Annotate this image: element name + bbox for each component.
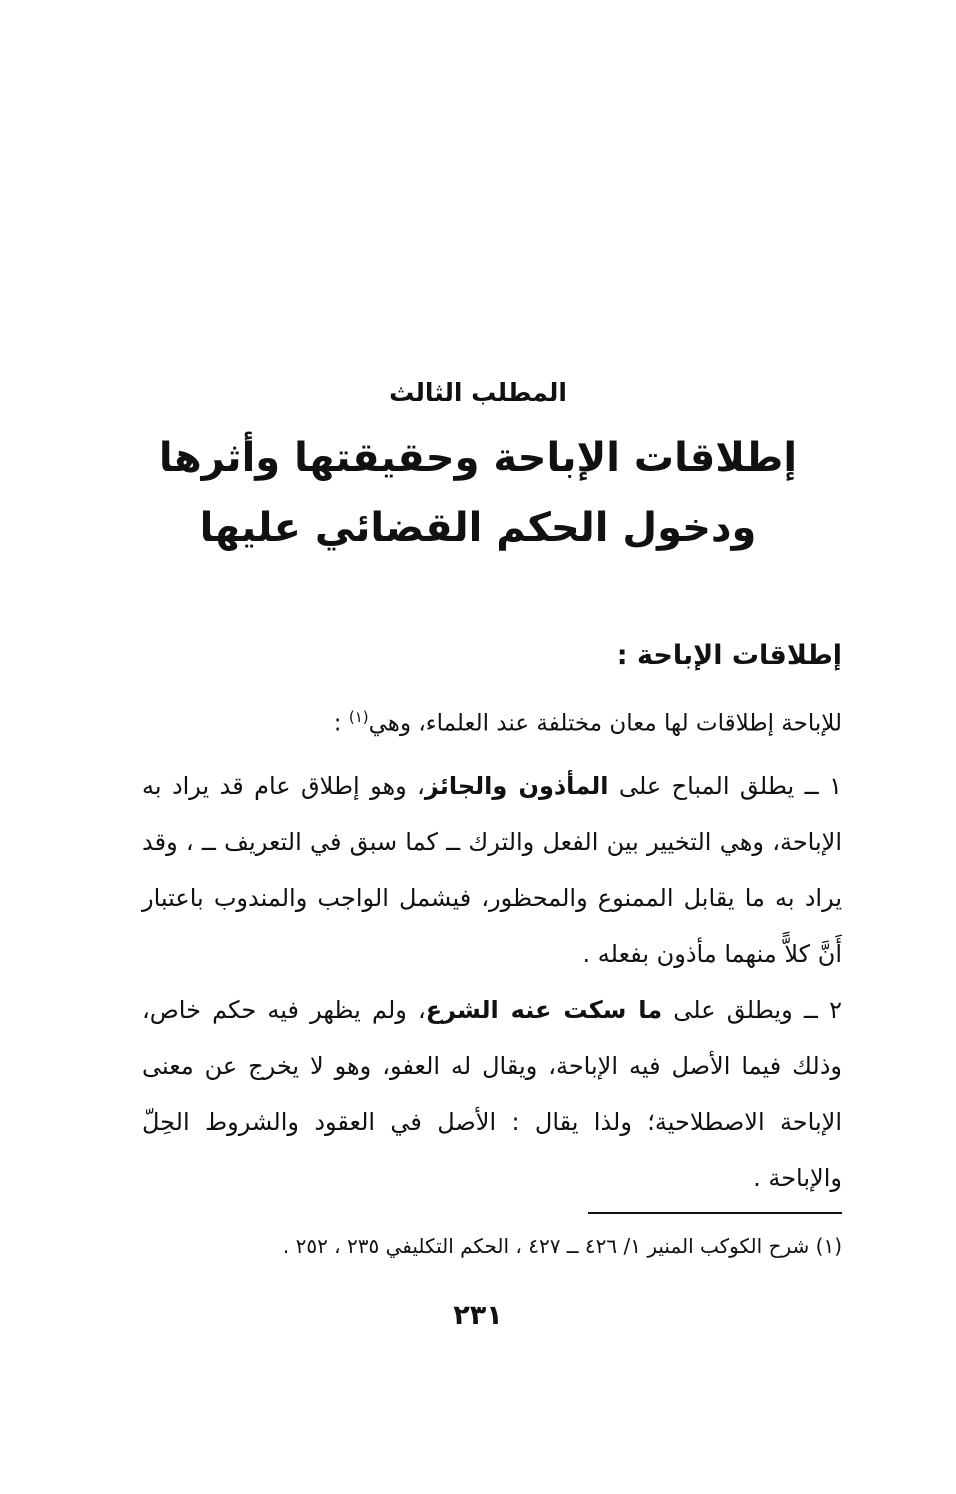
intro-end: :: [333, 710, 349, 737]
paragraph-1: [142, 758, 842, 982]
footnote: [142, 1228, 842, 1264]
chapter-title-line-2: ودخول الحكم القضائي عليها: [199, 505, 757, 551]
subheading: إطلاقات الإباحة :: [616, 640, 842, 671]
intro-paragraph: [142, 697, 842, 744]
paragraph-text-start: يطلق المباح على: [608, 772, 795, 800]
paragraph-number: ١ ــ: [794, 772, 843, 800]
intro-text: للإباحة إطلاقات لها معان مختلفة عند العلماء، وهي: [368, 710, 842, 737]
paragraph-bold-term: ما سكت عنه الشرع: [425, 996, 663, 1024]
section-label: المطلب الثالث: [389, 378, 567, 407]
paragraph-text-start: ويطلق على: [662, 996, 793, 1024]
page-number: ٢٣١: [453, 1300, 503, 1331]
chapter-title-line-1: إطلاقات الإباحة وحقيقتها وأثرها: [158, 435, 798, 481]
footnote-marker: (١): [815, 1234, 842, 1258]
paragraph-text-rest: ، وهو إطلاق عام قد يراد به الإباحة، وهي التخيير بين الفعل والترك ــ كما سبق في التعريف ــ ، وقد يراد به ما يقابل الممنوع والمحظور، فيشمل الواجب والمندوب باعتبار أَنَّ كلاًّ منهما مأذون بفعله .: [142, 772, 842, 968]
paragraph-text-rest: ، ولم يظهر فيه حكم خاص، وذلك فيما الأصل فيه الإباحة، ويقال له العفو، وهو لا يخرج عن معنى الإباحة الاصطلاحية؛ ولذا يقال : الأصل في العقود والشروط الحِلّ والإباحة .: [142, 996, 842, 1192]
footnote-reference: (١): [348, 708, 369, 726]
footnote-divider: [588, 1212, 842, 1214]
paragraph-2: [142, 982, 842, 1206]
footnote-text: شرح الكوكب المنير ١/ ٤٢٦ ــ ٤٢٧ ، الحكم التكليفي ٢٣٥ ، ٢٥٢ .: [282, 1234, 810, 1258]
paragraph-bold-term: المأذون والجائز: [424, 772, 609, 800]
paragraph-number: ٢ ــ: [792, 996, 842, 1024]
